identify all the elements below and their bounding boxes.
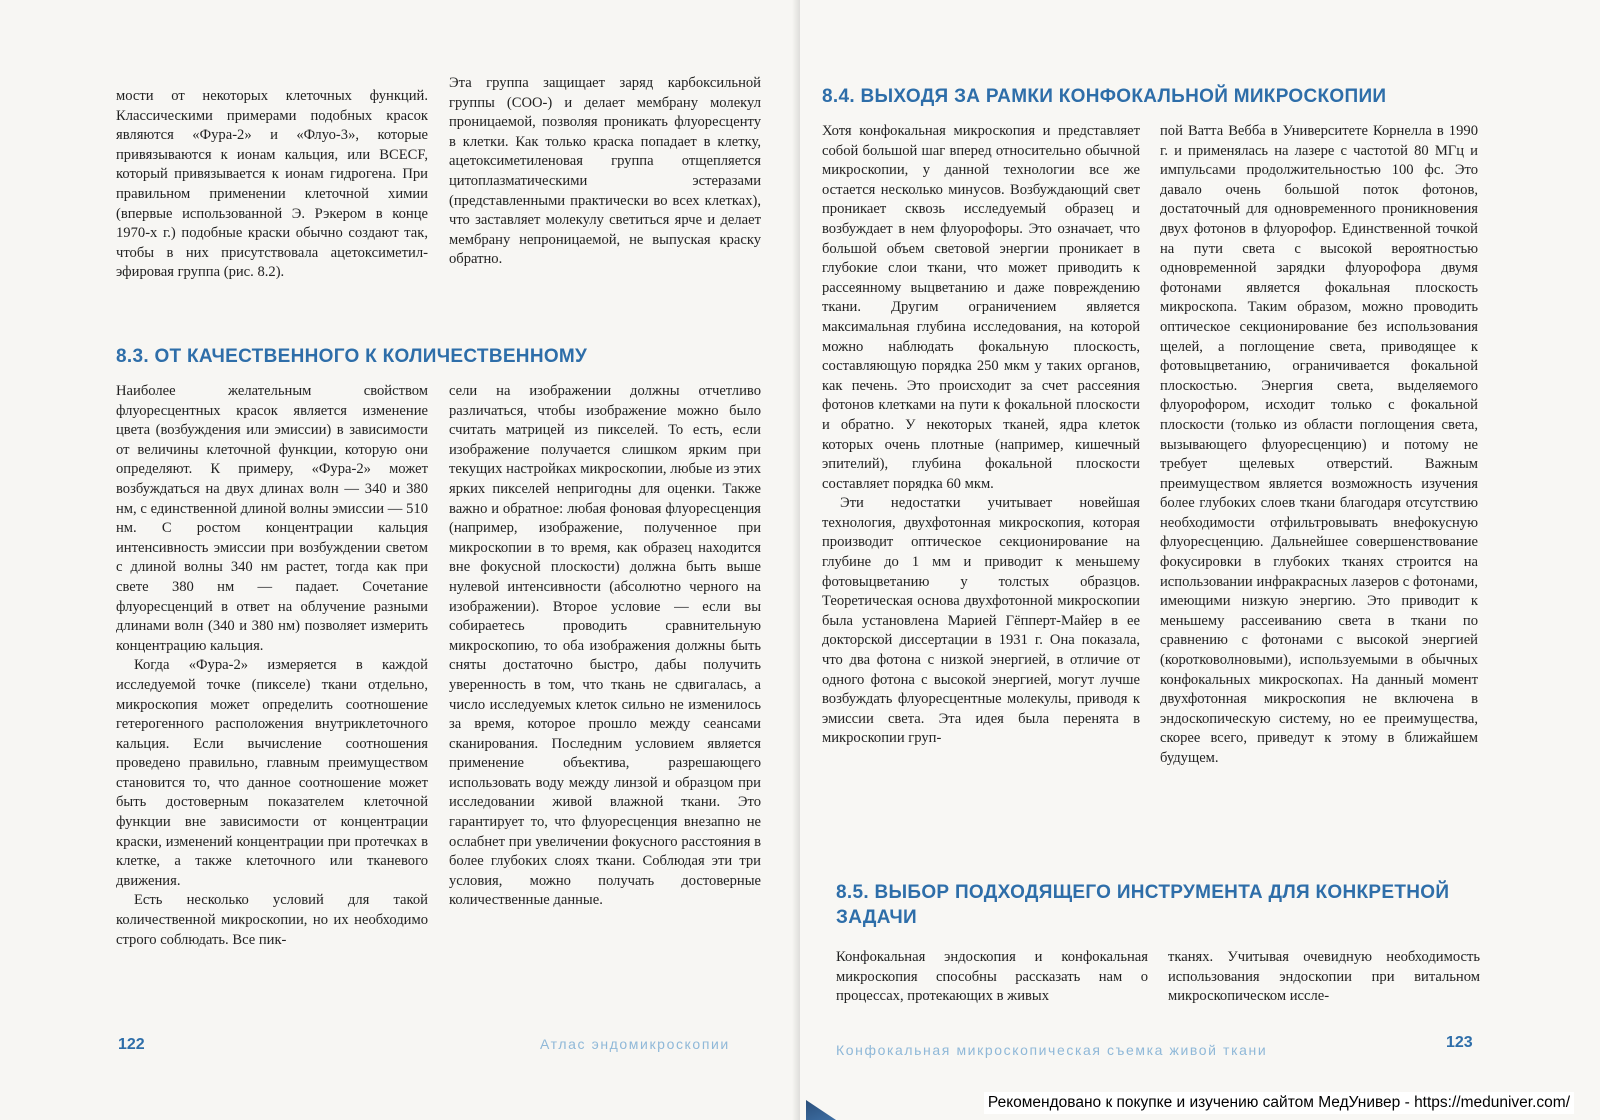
- paragraph: Наиболее желательным свойством флуоресцентных красок является изменение цвета (возбуждения или эмиссии) в зависимости от величины клеточной функции, которую они определяют. К примеру, «Фура-2» может возбуждаться на двух длинах волн — 340 и 380 нм, с единственной длиной волны эмиссии — 510 нм. С ростом концентрации кальция интенсивность эмиссии при возбуждении светом с длиной волны 340 нм растет, тогда как при свете 380 нм — падает. Сочетание флуоресценций в ответ на облучение разными длинами волн (340 и 380 нм) позволяет измерить концентрацию кальция.: [116, 383, 428, 654]
- right-col-2: [1160, 122, 1478, 769]
- section-title-8-4: 8.4. ВЫХОДЯ ЗА РАМКИ КОНФОКАЛЬНОЙ МИКРОСКОПИИ: [822, 86, 1387, 107]
- paragraph: Конфокальная эндоскопия и конфокальная микроскопия способны рассказать нам о процессах, протекающих в живых: [836, 949, 1148, 1005]
- left-col-3: [116, 382, 428, 950]
- paragraph: Эти недостатки учитывает новейшая технология, двухфотонная микроскопия, которая производит оптическое секционирование на глубине до 1 мм и приводит к меньшему фотовыцветанию у толстых образцов. Теоретическая основа двухфотонной микроскопии была установлена Марией Гёпперт-Майер в ее докторской диссертации в 1931 г. Она показала, что два фотона с низкой энергией, в отличие от одного фотона с высокой энергией, могут лучше возбуждать флуоресцентные молекулы, приводя к эмиссии света. Эта идея была перенята в микроскопии груп-: [822, 495, 1140, 747]
- paragraph: Хотя конфокальная микроскопия и представляет собой большой шаг вперед относительно обычной микроскопии, у данной технологии все же остается несколько минусов. Возбуждающий свет проникает сквозь исследуемый образец и возбуждает в нем флуорофоры. Это означает, что большой объем световой энергии проникает в глубокие слои ткани, что может приводить к рассеянному выцветанию и даже повреждению ткани. Другим ограничением является максимальная глубина исследования, на которой можно наблюдать фокальную плоскость, составляющую порядка 250 мкм у таких органов, как печень. Это происходит за счет рассеяния фотонов клетками на пути к фокальной плоскости и обратно. У некоторых тканей, ядра клеток которых очень плотные (например, кишечный эпителий), глубина фокальной плоскости составляет порядка 60 мкм.: [822, 123, 1140, 492]
- page-number-right: 123: [1446, 1034, 1473, 1051]
- paragraph: мости от некоторых клеточных функций. Классическими примерами подобных красок являются «Фура-2» и «Флуо-3», которые привязываются к ионам кальция, или BCECF, который привязывается к ионам гидрогена. При правильном применении клеточной химии (впервые использованной Э. Рэкером в конце 1970-х г.) подобные краски обычно создают так, чтобы в них присутствовала ацетоксиметил-эфировая группа (рис. 8.2).: [116, 88, 428, 281]
- running-head-left: Атлас эндомикроскопии: [540, 1036, 730, 1052]
- footer-note: Рекомендовано к покупке и изучению сайтом МедУнивер - https://meduniver.com/: [984, 1092, 1574, 1114]
- paragraph: Есть несколько условий для такой количественной микроскопии, но их необходимо строго соблюдать. Все пик-: [116, 892, 428, 948]
- section-title-8-3: 8.3. ОТ КАЧЕСТВЕННОГО К КОЛИЧЕСТВЕННОМУ: [116, 346, 588, 367]
- right-col-4: [1168, 948, 1480, 1007]
- paragraph: пой Ватта Вебба в Университете Корнелла в 1990 г. и применялась на лазере с частотой 80 МГц и импульсами продолжительностью 100 фс. Это давало очень большой поток фотонов, достаточный для одновременного проникновения двух фотонов в флуорофор. Единственной точкой на пути света с высокой вероятностью одновременной зарядки флуорофора двумя фотонами является фокальная плоскость микроскопа. Таким образом, можно проводить оптическое секционирование без использования щелей, а поглощение света, приводящее к фотовыцветанию, ограничивается фокальной плоскостью. Энергия света, выделяемого флуорофором, исходит только с фокальной плоскости (только из области поглощения света, вызывающего флуоресценцию) и потому не требует щелевых отверстий. Важным преимуществом является возможность изучения более глубоких слоев ткани благодаря отсутствию необходимости отфильтровывать внефокусную флуоресценцию. Дальнейшее совершенствование фокусировки в глубоких тканях строится на использовании инфракрасных лазеров с фотонами, имеющими низкую энергию. Это приводит к меньшему рассеиванию света в ткани по сравнению с фотонами с высокой энергией (коротковолновыми), используемыми в обычных конфокальных микроскопах. На данный момент двухфотонная микроскопия не включена в эндоскопическую систему, но ее преимущества, скорее всего, приведут к этому в ближайшем будущем.: [1160, 123, 1478, 766]
- page-number-left: 122: [118, 1036, 145, 1053]
- left-col-4: [449, 382, 761, 911]
- paragraph: Когда «Фура-2» измеряется в каждой исследуемой точке (пикселе) ткани отдельно, микроскопия может определить соотношение гетерогенного расположения внутриклеточного кальция. Если вычисление соотношения проведено правильно, главным преимуществом становится то, что данное соотношение может быть достоверным показателем клеточной функции вне зависимости от концентрации краски, изменений концентрации при протечках в клетке, а также клеточного или тканевого движения.: [116, 657, 428, 889]
- paragraph: сели на изображении должны отчетливо различаться, чтобы изображение можно было считать матрицей из пикселей. То есть, если изображение получается слишком ярким при текущих настройках микроскопии, любые из этих ярких пикселей непригодны для оценки. Также важно и обратное: любая фоновая флуоресценция (например, изображение, полученное при микроскопии в то время, как образец находится вне фокусной плоскости) должна быть выше нулевой интенсивности (абсолютно черного на изображении). Второе условие — если вы собираетесь проводить сравнительную микроскопию, то оба изображения должны быть сняты достаточно быстро, дабы получить уверенность в том, что ткань не сдвигалась, а число исследуемых клеток сильно не изменилось за время, которое прошло между сеансами сканирования. Последним условием является применение объектива, разрешающего использовать воду между линзой и образцом при исследовании живой влажной ткани. Это гарантирует то, что флуоресценция внезапно не ослабнет при увеличении фокусного расстояния в более глубоких слоях ткани. Соблюдая эти три условия, можно получать достоверные количественные данные.: [449, 383, 761, 909]
- paragraph: Эта группа защищает заряд карбоксильной группы (СОО-) и делает мембрану молекул проницаемой, позволяя проникать флуоресценту в клетки. Как только краска попадает в клетку, ацетоксиметиленовая группа отщепляется цитоплазматическими эстеразами (представленными практически во всех клетках), что заставляет молекулу светиться ярче и делает мембрану непроницаемой, не выпуская краску обратно.: [449, 75, 761, 268]
- running-head-right: Конфокальная микроскопическая съемка живой ткани: [836, 1042, 1268, 1058]
- section-title-8-5: 8.5. ВЫБОР ПОДХОДЯЩЕГО ИНСТРУМЕНТА ДЛЯ КОНКРЕТНОЙ ЗАДАЧИ: [836, 882, 1450, 928]
- left-col-1: [116, 87, 428, 283]
- right-col-1: [822, 122, 1140, 749]
- left-col-2: [449, 74, 761, 270]
- right-col-3: [836, 948, 1148, 1007]
- right-page: [800, 0, 1600, 1120]
- paragraph: тканях. Учитывая очевидную необходимость использования эндоскопии при витальном микроскопическом иссле-: [1168, 949, 1480, 1005]
